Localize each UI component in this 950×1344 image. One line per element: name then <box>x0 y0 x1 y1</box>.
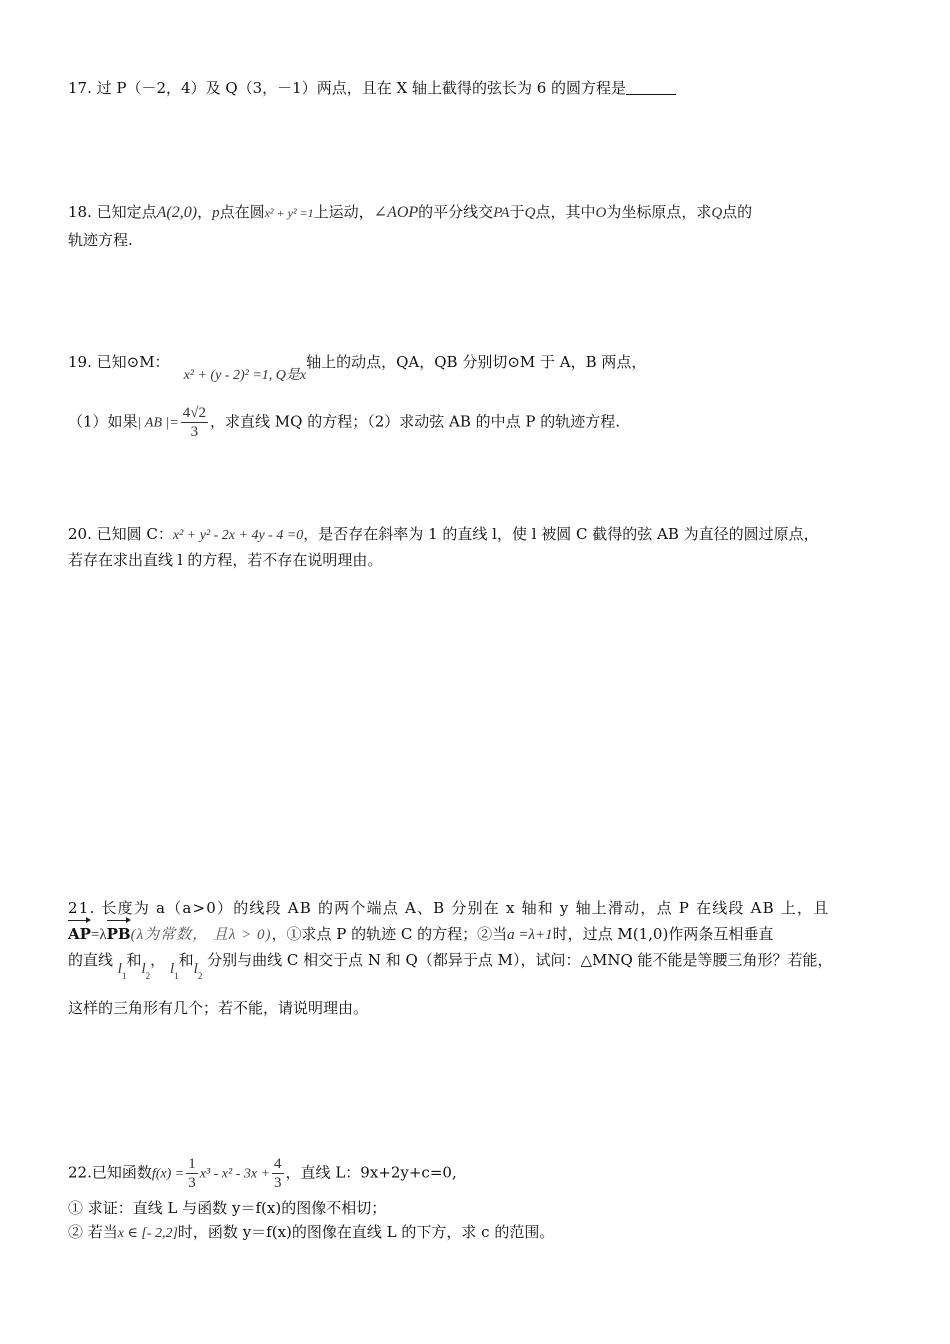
p18-t5: 的平分线交 <box>418 203 494 221</box>
l1b-letter: l <box>169 961 175 977</box>
p21-t3: 时，过点 M(1,0)作两条互相垂直 <box>552 925 774 943</box>
p22-t2: ，直线 L：9x+2y+c=0, <box>285 1163 457 1182</box>
problem-20-line-1 <box>68 522 819 548</box>
p21-eq-mid: =λ <box>90 927 107 943</box>
p19-q1-suffix: ，求直线 MQ 的方程；（2）求动弦 AB 的中点 P 的轨迹方程. <box>210 412 621 431</box>
l1a-letter: l <box>117 961 122 977</box>
p18-t9: 点的 <box>722 203 753 221</box>
p18-o: O <box>595 205 607 221</box>
l2b-sub: 2 <box>197 971 203 981</box>
p18-t3: 点在圆 <box>219 203 265 221</box>
l2b-letter: l <box>193 961 198 977</box>
problem-22-line-1 <box>68 1155 457 1192</box>
p18-q2: Q <box>711 205 723 221</box>
p18-t4: 上运动， <box>313 203 374 221</box>
p20-circle-eq: x² + y² - 2x + 4y - 4 =0 <box>172 528 304 543</box>
p19-q1-prefix: （1）如果 <box>68 412 138 431</box>
p21-comma: ， <box>150 951 166 969</box>
p22-frac2-den: 3 <box>274 1175 282 1191</box>
p22-interval: x ∈ [- 2,2] <box>117 1226 178 1241</box>
p18-t6: 于 <box>509 203 525 221</box>
p18-angle: ∠AOP <box>373 204 419 221</box>
l1a-sub: 1 <box>121 971 127 981</box>
p22-frac2-num: 4 <box>274 1156 282 1172</box>
line-l2-b <box>193 961 203 981</box>
line-l1-a <box>117 961 127 981</box>
problem-21-line-4: 这样的三角形有几个；若不能，请说明理由。 <box>68 999 369 1017</box>
p18-q1: Q <box>524 205 536 221</box>
p22-t1: 22.已知函数 <box>68 1163 152 1182</box>
p22-frac-2 <box>272 1155 284 1192</box>
p19-fraction <box>181 404 208 441</box>
problem-22-item-2 <box>68 1220 554 1246</box>
p18-pa: PA <box>493 205 510 221</box>
p22-item2-a: ② 若当 <box>68 1223 118 1241</box>
p19-t2: 轴上的动点，QA，QB 分别切⊙M 于 A，B 两点， <box>306 353 647 371</box>
p18-circle-eq: x² + y² =1 <box>264 206 314 220</box>
problem-21-line-1: 21. 长度为 a（a>0）的线段 AB 的两个端点 A、B 分别在 x 轴和 y 轴上滑动，点 P 在线段 AB 上，且 <box>68 899 830 917</box>
p18-point-a: A(2,0) <box>156 204 198 221</box>
l2a-letter: l <box>141 961 146 977</box>
p20-t1: 20. 已知圆 C： <box>68 525 173 543</box>
problem-21-line-2 <box>68 922 773 947</box>
p18-t1: 18. 已知定点 <box>68 203 157 221</box>
p21-he-1: 和 <box>126 951 142 969</box>
p22-frac1-den: 3 <box>188 1175 196 1191</box>
problem-19-line-2 <box>68 404 620 441</box>
p22-f-label: f(x) = <box>151 1166 185 1182</box>
line-l1-b <box>169 961 179 981</box>
vector-pb: PB <box>107 922 131 946</box>
l1b-sub: 1 <box>174 971 179 981</box>
problem-18-line-1 <box>68 200 752 225</box>
p21-condition: (λ为常数， 且λ > 0) <box>130 927 272 943</box>
problem-17-text: 17. 过 P（－2，4）及 Q（3，－1）两点，且在 X 轴上截得的弦长为 6 的圆方程是 <box>68 79 627 97</box>
p21-t2: ，①求点 P 的轨迹 C 的方程；②当 <box>271 925 508 943</box>
p18-t7: 点，其中 <box>535 203 596 221</box>
answer-blank[interactable] <box>626 78 676 95</box>
p18-t8: 为坐标原点，求 <box>606 203 712 221</box>
p19-frac-den: 3 <box>190 424 199 440</box>
p19-ab-length: | AB |= <box>137 415 179 431</box>
p18-point-p: p <box>212 205 220 221</box>
problem-21-line-3 <box>68 948 833 980</box>
p21-t5: 分别与曲线 C 相交于点 N 和 Q（都异于点 M），试问：△MNQ 能不能是等腰三角形？若能， <box>207 951 833 969</box>
p21-a-eq: a =λ+1 <box>507 927 553 943</box>
p19-t1: 19. 已知⊙M： <box>68 353 170 371</box>
p21-t4: 的直线 <box>68 951 114 969</box>
vector-ap: AP <box>68 922 91 946</box>
problem-19-line-1 <box>68 350 647 383</box>
p22-poly: x³ - x² - 3x + <box>199 1166 271 1182</box>
p21-he-2: 和 <box>178 951 194 969</box>
problem-20-line-2: 若存在求出直线 l 的方程，若不存在说明理由。 <box>68 551 383 569</box>
p18-t2: ， <box>197 203 213 221</box>
p22-frac-1 <box>186 1155 198 1192</box>
l2a-sub: 2 <box>145 971 151 981</box>
line-l2-a <box>141 961 151 981</box>
p19-circle-eq: x² + (y - 2)² =1, Q是x <box>183 368 307 383</box>
p19-frac-num: 4√2 <box>182 405 207 421</box>
p22-frac1-num: 1 <box>188 1156 196 1172</box>
problem-22-item-1: ① 求证：直线 L 与函数 y＝f(x)的图像不相切； <box>68 1199 387 1217</box>
problem-18-line-2: 轨迹方程. <box>68 231 133 249</box>
p22-item2-b: 时，函数 y＝f(x)的图像在直线 L 的下方，求 c 的范围。 <box>177 1223 555 1241</box>
problem-17 <box>68 76 676 100</box>
p20-t2: ，是否存在斜率为 1 的直线 l，使 l 被圆 C 截得的弦 AB 为直径的圆过原点， <box>303 525 819 543</box>
